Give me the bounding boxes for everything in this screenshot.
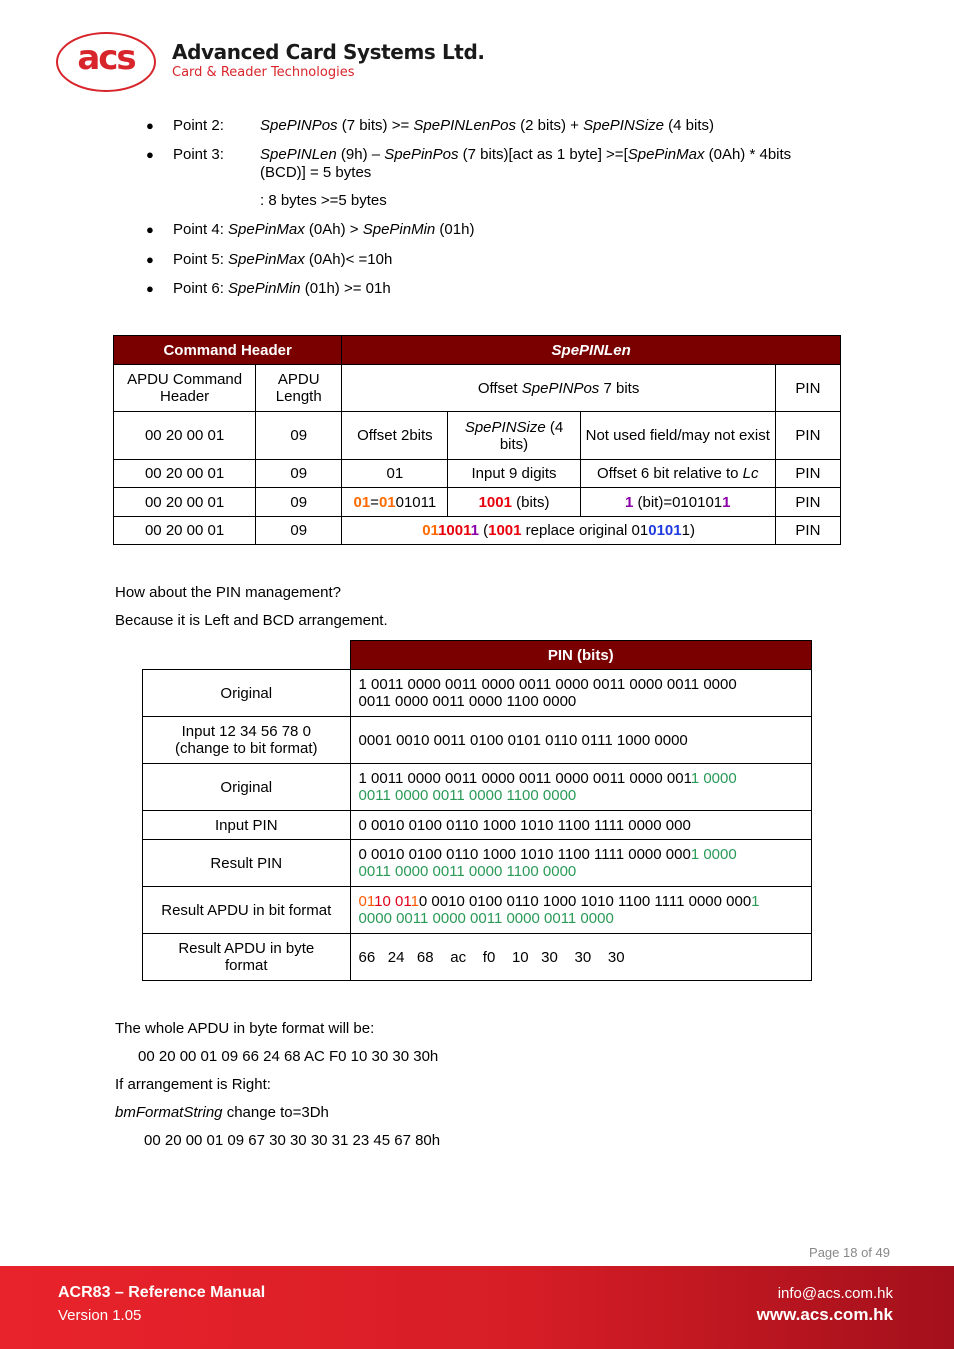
table-cell: Offset SpePINPos 7 bits [342,365,776,412]
footer-email[interactable]: info@acs.com.hk [777,1285,893,1302]
bullet-icon: ● [146,281,154,296]
point6-text: Point 6: SpePinMin (01h) >= 01h [173,280,391,297]
table-header-pin-bits: PIN (bits) [350,641,811,670]
paragraph: bmFormatString change to=3Dh [115,1104,329,1121]
table-cell: 00 20 00 01 [114,517,256,545]
point2-label: Point 2: [173,117,224,134]
table-header-spepinlen: SpePINLen [342,336,841,365]
table-cell: 09 [256,488,342,517]
paragraph: If arrangement is Right: [115,1076,271,1093]
table-cell: APDU Command Header [114,365,256,412]
point3-text-line3: : 8 bytes >=5 bytes [260,192,387,209]
apdu-bytes: 00 20 00 01 09 66 24 68 AC F0 10 30 30 30h [138,1048,439,1065]
table-cell: 1 (bit)=0101011 [580,488,775,517]
table-cell: 0001 0010 0011 0100 0101 0110 0111 1000 0000 [350,717,811,764]
footer-bar [0,1266,954,1349]
logo: acs [77,38,135,78]
table-cell: 01=0101011 [342,488,448,517]
command-header-table [113,335,841,545]
table-cell: 66 24 68 ac f0 10 30 30 30 [350,934,811,981]
table-row-label: Input PIN [143,811,351,840]
table-cell: 00 20 00 01 [114,460,256,488]
paragraph: Because it is Left and BCD arrangement. [115,612,388,629]
point3-text: SpePINLen (9h) – SpePinPos (7 bits)[act as 1 byte] >=[SpePinMax (0Ah) * 4bits [260,146,792,163]
table-cell: 00 20 00 01 [114,412,256,460]
table-cell: 0110 0110 0010 0100 0110 1000 1010 1100 1111 0000 0001 0000 0011 0000 0011 0000 0011 0000 [350,887,811,934]
table-cell: 1 0011 0000 0011 0000 0011 0000 0011 0000 0011 0000 0011 0000 0011 0000 1100 0000 [350,764,811,811]
table-row-label: Original [143,670,351,717]
apdu-bytes-right: 00 20 00 01 09 67 30 30 30 31 23 45 67 80h [144,1132,441,1149]
table-cell: 0 0010 0100 0110 1000 1010 1100 1111 0000 000 [350,811,811,840]
table-cell: 00 20 00 01 [114,488,256,517]
table-row-label: Input 12 34 56 78 0 (change to bit format) [143,717,351,764]
table-cell: APDU Length [256,365,342,412]
paragraph: How about the PIN management? [115,584,341,601]
table-row-label: Original [143,764,351,811]
table-row-label: Result APDU in bit format [143,887,351,934]
point5-text: Point 5: SpePinMax (0Ah)< =10h [173,251,393,268]
bullet-icon: ● [146,252,154,267]
bullet-icon: ● [146,222,154,237]
bullet-icon: ● [146,118,154,133]
company-name: Advanced Card Systems Ltd. [172,40,485,64]
table-cell: Offset 2bits [342,412,448,460]
paragraph: The whole APDU in byte format will be: [115,1020,375,1037]
table-row-label: Result APDU in byte format [143,934,351,981]
company-tagline: Card & Reader Technologies [172,65,355,80]
table-cell: 09 [256,460,342,488]
table-cell: PIN [775,365,840,412]
point3-label: Point 3: [173,146,224,163]
table-cell: PIN [775,460,840,488]
table-cell: 1 0011 0000 0011 0000 0011 0000 0011 0000 0011 0000 0011 0000 0011 0000 1100 0000 [350,670,811,717]
table-cell: PIN [775,517,840,545]
table-row-label: Result PIN [143,840,351,887]
table-cell: 01 [342,460,448,488]
table-cell: PIN [775,412,840,460]
pin-bits-table [142,640,812,981]
point4-text: Point 4: SpePinMax (0Ah) > SpePinMin (01h) [173,221,475,238]
footer-website[interactable]: www.acs.com.hk [756,1305,893,1324]
point3-text-line2: (BCD)] = 5 bytes [260,164,372,181]
table-cell: 09 [256,412,342,460]
table-cell: Offset 6 bit relative to Lc [580,460,775,488]
footer-title: ACR83 – Reference Manual [58,1284,266,1301]
table-cell: 0 0010 0100 0110 1000 1010 1100 1111 0000 0001 0000 0011 0000 0011 0000 1100 0000 [350,840,811,887]
footer-version: Version 1.05 [58,1307,142,1324]
table-cell: Input 9 digits [448,460,580,488]
table-header-command: Command Header [114,336,342,365]
page-number: Page 18 of 49 [809,1245,890,1260]
point2-text: SpePINPos (7 bits) >= SpePINLenPos (2 bits) + SpePINSize (4 bits) [260,117,714,134]
bullet-icon: ● [146,147,154,162]
table-cell: 0110011 (1001 replace original 0101011) [342,517,776,545]
table-cell: 1001 (bits) [448,488,580,517]
table-cell: SpePINSize (4 bits) [448,412,580,460]
table-cell: Not used field/may not exist [580,412,775,460]
empty-header-cell [143,641,351,670]
table-cell: 09 [256,517,342,545]
table-cell: PIN [775,488,840,517]
